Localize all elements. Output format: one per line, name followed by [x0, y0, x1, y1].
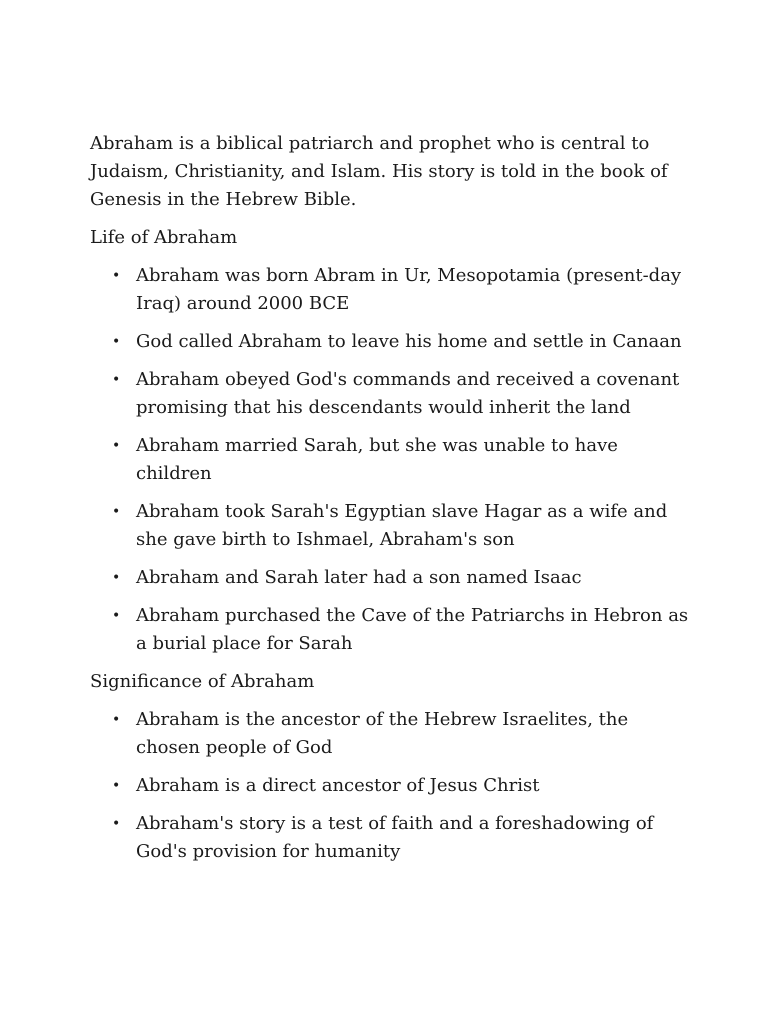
list-item — [90, 498, 690, 554]
section-heading-significance: Significance of Abraham — [90, 671, 315, 692]
intro-paragraph: Abraham is a biblical patriarch and prophet who is central to Judaism, Christianity, and Islam. His story is told in the book of Genesis in the Hebrew Bible. — [90, 133, 668, 210]
bullet-icon: • — [112, 438, 121, 454]
bullet-icon: • — [112, 268, 121, 284]
list-item — [90, 328, 690, 356]
bullet-icon: • — [112, 504, 121, 520]
bullet-icon: • — [112, 778, 121, 794]
list-item — [90, 366, 690, 422]
bullet-icon: • — [112, 608, 121, 624]
list-item — [90, 810, 690, 866]
list-item-text: God called Abraham to leave his home and settle in Canaan — [136, 331, 682, 352]
list-item-text: Abraham took Sarah's Egyptian slave Hagar as a wife and she gave birth to Ishmael, Abraham's son — [136, 501, 668, 550]
list-item-text: Abraham was born Abram in Ur, Mesopotamia (present-day Iraq) around 2000 BCE — [136, 265, 682, 314]
bullet-icon: • — [112, 372, 121, 388]
list-item-text: Abraham is a direct ancestor of Jesus Christ — [136, 775, 540, 796]
significance-bullet-list — [90, 706, 690, 866]
list-item — [90, 706, 690, 762]
bullet-icon: • — [112, 816, 121, 832]
section-heading-life: Life of Abraham — [90, 227, 238, 248]
document-page — [90, 130, 690, 876]
life-bullet-list — [90, 262, 690, 658]
list-item-text: Abraham married Sarah, but she was unable to have children — [136, 435, 618, 484]
bullet-icon: • — [112, 712, 121, 728]
bullet-icon: • — [112, 570, 121, 586]
list-item-text: Abraham obeyed God's commands and received a covenant promising that his descendants would inherit the land — [136, 369, 680, 418]
list-item-text: Abraham is the ancestor of the Hebrew Israelites, the chosen people of God — [136, 709, 629, 758]
list-item — [90, 772, 690, 800]
bullet-icon: • — [112, 334, 121, 350]
list-item — [90, 564, 690, 592]
list-item — [90, 432, 690, 488]
list-item — [90, 262, 690, 318]
list-item-text: Abraham purchased the Cave of the Patriarchs in Hebron as a burial place for Sarah — [136, 605, 689, 654]
list-item-text: Abraham's story is a test of faith and a foreshadowing of God's provision for humanity — [136, 813, 654, 862]
list-item-text: Abraham and Sarah later had a son named Isaac — [136, 567, 582, 588]
list-item — [90, 602, 690, 658]
